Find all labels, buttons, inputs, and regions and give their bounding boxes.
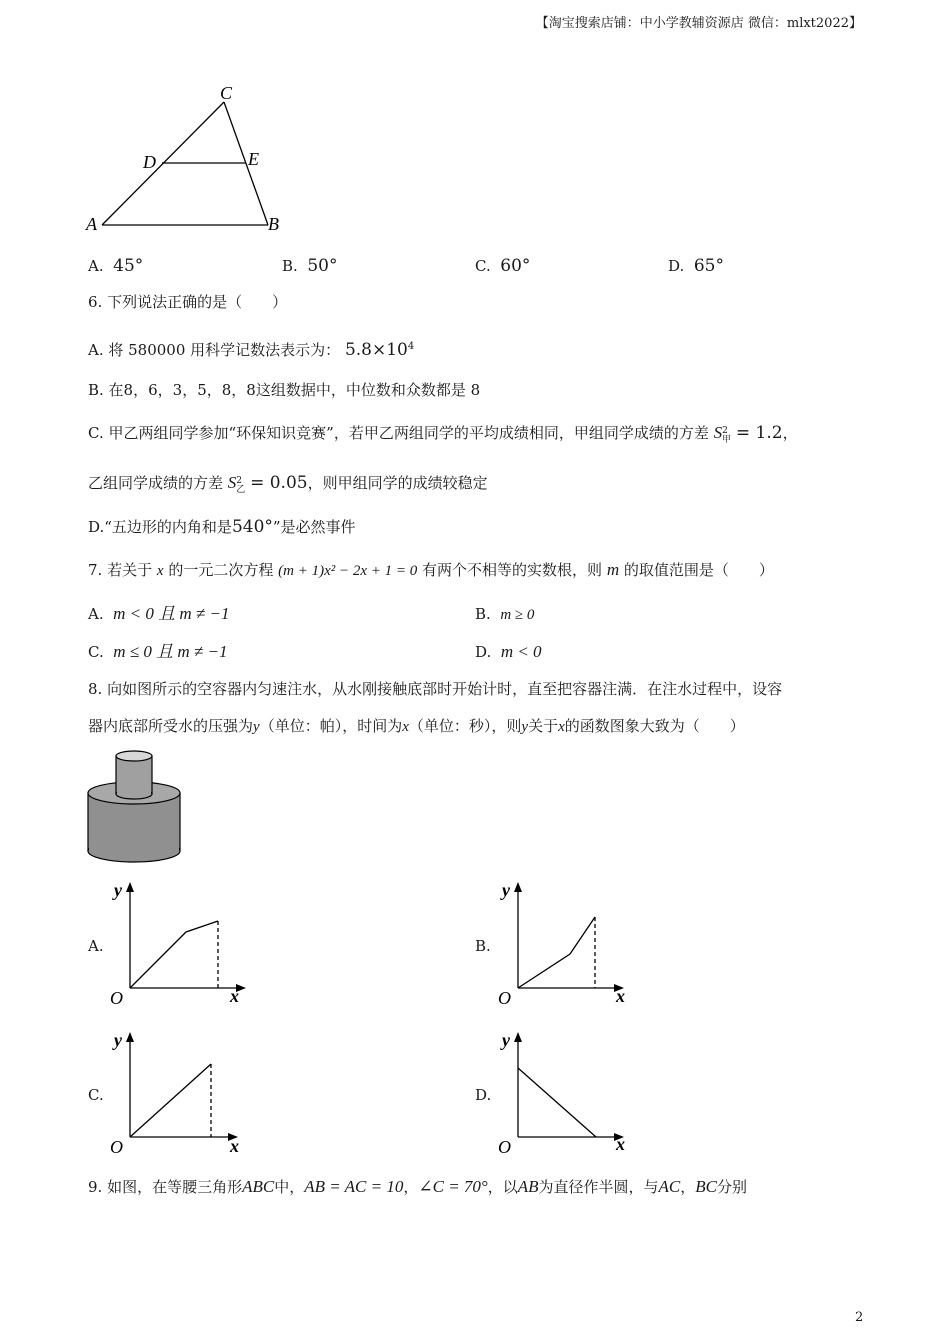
q9-pre: 9. 如图，在等腰三角形 [88,1178,243,1196]
q7-b-expr: m ≥ 0 [500,607,535,623]
q9-stem [88,1177,747,1197]
q5-option-d-value: 65° [693,256,724,276]
label-e: E [248,149,259,169]
q7-n: 7. 若关于 [88,561,153,579]
q6-c2-s-symbol: S [227,473,237,492]
q9-mid2: ，以 [487,1178,518,1196]
q5-option-c-letter: C. [475,257,491,275]
q7-option-a[interactable] [88,604,229,624]
q7-tail2: 的取值范围是（ ） [623,561,774,579]
graph-c-xlabel: x [230,1136,239,1156]
q9-condition: AB = AC = 10 [304,1177,404,1196]
q6-a-mantissa: 5.8×10 [344,340,408,360]
q8-graph-c-letter[interactable]: C. [88,1086,104,1104]
q6-d-tail: ”是必然事件 [272,518,356,536]
q6-d-prefix: D.“五边形的内角和是 [88,518,232,536]
graph-d-origin: O [498,1137,511,1157]
q7-mid: 的一元二次方程 [168,561,274,579]
label-d: D [143,152,156,172]
q6-c-sub-jia: 甲 [722,435,732,445]
q6-option-c[interactable]: C. 甲乙两组同学参加“环保知识竞赛”，若甲乙两组同学的平均成绩相同，甲组同学成绩的方差 S 2 甲 = 1.2， [88,423,798,445]
q6-option-b[interactable]: B. 在8，6，3，5，8，8这组数据中，中位数和众数都是 8 [88,381,481,399]
q8-graph-b-letter[interactable]: B. [475,937,491,955]
q9-mid3: 为直径作半圆，与 [538,1178,659,1196]
q9-tail: 分别 [717,1178,748,1196]
q7-c-expr: m ≤ 0 且 m ≠ −1 [113,642,228,661]
graph-c-origin: O [110,1137,123,1157]
q7-stem [88,560,774,581]
q6-c-variance-yi: = 0.05 [250,473,308,493]
q8-graph-d[interactable] [494,1026,644,1158]
q6-a-text: A. 将 580000 用科学记数法表示为： [88,341,341,359]
q8-x2: x [558,719,565,735]
graph-a-ylabel: y [114,880,122,900]
q5-option-a-value: 45° [113,256,144,276]
q5-option-a[interactable] [88,256,143,276]
q9-ab: AB [517,1177,539,1196]
q5-option-b-value: 50° [307,256,338,276]
q7-option-b[interactable] [475,604,534,625]
q7-equation: (m + 1)x² − 2x + 1 = 0 [278,563,418,579]
q8-l2b: （单位：帕），时间为 [259,717,403,735]
q9-sep2: ， [680,1178,696,1196]
q5-option-b[interactable] [282,256,337,276]
q8-x1: x [402,719,409,735]
graph-b-ylabel: y [502,880,510,900]
q8-graph-a-letter[interactable]: A. [88,937,104,955]
q8-l2a: 器内底部所受水的压强为 [88,717,254,735]
q6-c-variance-jia: = 1.2 [735,423,783,443]
q6-a-exponent: 4 [407,341,415,352]
triangle-figure [82,80,292,236]
q7-tail1: 有两个不相等的实数根，则 [422,561,603,579]
q6-option-c-cont [88,473,488,495]
q6-d-value: 540° [231,517,273,537]
q9-bc: BC [695,1177,718,1196]
graph-b-origin: O [498,988,511,1008]
q7-m: m [606,560,620,579]
graph-c-ylabel: y [114,1030,122,1050]
q8-l2d: 关于 [528,717,559,735]
q7-a-expr: m < 0 且 m ≠ −1 [113,604,230,623]
q8-stem-line2 [88,716,745,737]
q9-angle: ∠C = 70° [418,1177,488,1196]
q7-d-expr: m < 0 [500,642,542,661]
q9-abc: ABC [242,1177,275,1196]
q8-graph-b[interactable] [494,876,644,1008]
q9-sep1: ， [403,1178,419,1196]
q5-option-c-value: 60° [500,256,531,276]
q6-c2-tail: ，则甲组同学的成绩较稳定 [307,474,488,492]
q8-graph-c[interactable] [106,1026,256,1158]
q6-stem: 6. 下列说法正确的是（ ） [88,293,288,311]
q5-option-c[interactable] [475,256,530,276]
label-c: C [220,83,233,103]
page-header: 【淘宝搜索店铺：中小学教辅资源店 微信：mlxt2022】 [535,16,862,31]
q7-d-letter: D. [475,643,492,661]
q6-c-text: C. 甲乙两组同学参加“环保知识竞赛”，若甲乙两组同学的平均成绩相同，甲组同学成绩的方差 [88,424,709,442]
graph-d-xlabel: x [616,1134,625,1154]
q8-graph-a[interactable] [106,876,256,1008]
q8-y1: y [253,719,260,735]
graph-d-ylabel: y [502,1030,510,1050]
q7-x: x [156,563,164,579]
q5-option-a-letter: A. [88,257,104,275]
container-figure [84,746,186,866]
q7-option-d[interactable] [475,642,542,662]
q6-c-square: 2 [722,426,728,436]
q9-mid: 中， [274,1178,305,1196]
q6-c2-sub-yi: 乙 [236,485,246,495]
graph-a-xlabel: x [230,986,239,1006]
label-b: B [268,214,279,234]
q7-b-letter: B. [475,605,491,623]
graph-a-origin: O [110,988,123,1008]
q5-option-b-letter: B. [282,257,298,275]
q9-ac: AC [658,1177,681,1196]
q8-stem-line1: 8. 向如图所示的空容器内匀速注水，从水刚接触底部时开始计时，直至把容器注满．在注水过程中，设容 [88,680,783,698]
q7-c-letter: C. [88,643,104,661]
q6-option-a[interactable] [88,337,414,360]
q6-c2-square: 2 [236,476,243,486]
graph-b-xlabel: x [616,986,625,1006]
q5-option-d-letter: D. [668,257,685,275]
q8-l2c: （单位：秒），则 [408,717,522,735]
q5-option-d[interactable] [668,256,724,276]
q7-option-c[interactable] [88,642,227,662]
q8-y2: y [521,719,529,735]
q6-c-s-symbol: S [713,423,723,442]
q6-c2-text: 乙组同学成绩的方差 [88,474,224,492]
label-a: A [86,214,97,234]
q8-graph-d-letter[interactable]: D. [475,1086,492,1104]
q6-option-d[interactable] [88,517,356,537]
q7-a-letter: A. [88,605,104,623]
q8-l2e: 的函数图象大致为（ ） [564,717,745,735]
page-number: 2 [855,1310,864,1325]
